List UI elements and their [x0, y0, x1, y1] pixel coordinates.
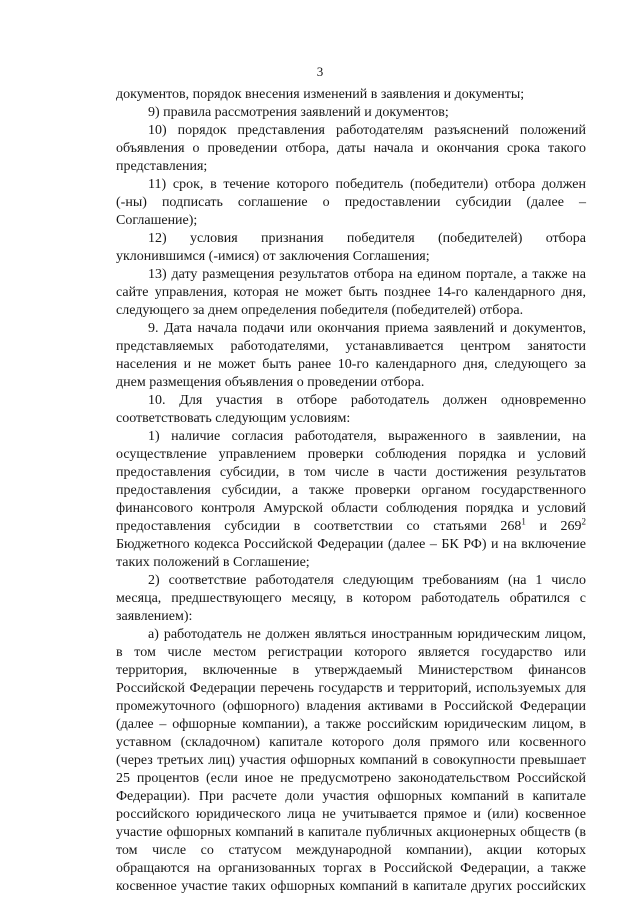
paragraph-first-line: 9) правила рассмотрения заявлений и документов; — [148, 105, 449, 120]
paragraph-line: таких положений в Соглашение; — [116, 555, 310, 570]
paragraph-first-line: 11) срок, в течение которого победитель (победители) отбора должен — [148, 177, 586, 192]
paragraph-line: территория, включенные в утверждаемый Министерством финансов — [116, 663, 586, 678]
paragraph-line: осуществление управлением проверки соблюдения порядка и условий — [116, 447, 586, 462]
paragraph-line: том числе со статусом международной компании), акции которых — [116, 843, 586, 858]
page-number: 3 — [316, 64, 324, 79]
paragraph-line: российского юридического лица не учитывается прямое и (или) косвенное — [116, 807, 586, 822]
paragraph-line: (далее – офшорные компании), а также российским юридическим лицом, в — [116, 717, 586, 732]
paragraph-line: участие офшорных компаний в капитале публичных акционерных обществ (в — [116, 825, 586, 840]
paragraph-line: населения и не может быть ранее 10-го календарного дня, следующего за — [116, 357, 586, 372]
paragraph-line: заявлением): — [116, 609, 193, 624]
paragraph-line: обращаются на организованных торгах в Российской Федерации, а также — [116, 861, 586, 876]
paragraph-first-line: 9. Дата начала подачи или окончания приема заявлений и документов, — [148, 321, 586, 336]
footnote-superscript: 1 — [521, 516, 526, 527]
paragraph-line: представления; — [116, 159, 208, 174]
paragraph-first-line: 12) условия признания победителя (победителей) отбора — [148, 231, 586, 246]
paragraph-line: представляемых работодателями, устанавливается центром занятости — [116, 339, 586, 354]
paragraph-line: промежуточного (офшорного) владения активами в Российской Федерации — [116, 699, 586, 714]
paragraph-first-line: 13) дату размещения результатов отбора на едином портале, а также на — [148, 267, 586, 282]
paragraph-line: Российской Федерации перечень государств и территорий, используемых для — [116, 681, 586, 696]
paragraph-line: объявления о проведении отбора, даты начала и окончания срока такого — [116, 141, 586, 156]
paragraph-line: уставном (складочном) капитале которого доля прямого или косвенного — [116, 735, 586, 750]
paragraph-first-line: 10) порядок представления работодателям разъяснений положений — [148, 123, 586, 138]
paragraph-line: сайте управления, которая не может быть позднее 14-го календарного дня, — [116, 285, 586, 300]
paragraph-line: финансового контроля Амурской области соблюдения порядка и условий — [116, 501, 586, 516]
paragraph-first-line: 10. Для участия в отборе работодатель должен одновременно — [148, 393, 586, 408]
paragraph-first-line: документов, порядок внесения изменений в заявления и документы; — [116, 87, 525, 102]
paragraph-line: Соглашение); — [116, 213, 198, 228]
paragraph-first-line: а) работодатель не должен являться иностранным юридическим лицом, — [148, 627, 586, 642]
paragraph-line: предоставления субсидии, в том числе в части достижения результатов — [116, 465, 586, 480]
paragraph-line: соответствовать следующим условиям: — [116, 411, 351, 426]
paragraph-line: месяца, предшествующего месяцу, в котором работодатель обратился с — [116, 591, 586, 606]
paragraph-first-line: 2) соответствие работодателя следующим требованиям (на 1 число — [148, 573, 586, 588]
paragraph-line: днем размещения объявления о проведении отбора. — [116, 375, 425, 390]
document-body — [116, 86, 586, 896]
paragraph-line: следующего за днем определения победителя (победителей) отбора. — [116, 303, 524, 318]
paragraph-line: предоставления субсидии, а также проверки органом государственного — [116, 483, 586, 498]
paragraph-line: (-ны) подписать соглашение о предоставлении субсидии (далее – — [116, 195, 586, 210]
paragraph-first-line: 1) наличие согласия работодателя, выраженного в заявлении, на — [148, 429, 586, 444]
footnote-superscript: 2 — [581, 516, 586, 527]
paragraph-line: 25 процентов (если иное не предусмотрено законодательством Российской — [116, 771, 586, 786]
paragraph-line: в том числе местом регистрации которого является государство или — [116, 645, 586, 660]
paragraph-line: (через третьих лиц) участия офшорных компаний в совокупности превышает — [116, 753, 586, 768]
paragraph-line: предоставления субсидии в соответствии со статьями $268^1$ и $269^2$ — [116, 516, 586, 534]
paragraph-line: уклонившимся (-имися) от заключения Соглашения; — [116, 249, 430, 264]
paragraph-line: Федерации). При расчете доли участия офшорных компаний в капитале — [116, 789, 586, 804]
paragraph-line: Бюджетного кодекса Российской Федерации (далее – БК РФ) и на включение — [116, 537, 586, 552]
paragraph-line: косвенное участие таких офшорных компаний в капитале других российских — [116, 879, 586, 894]
